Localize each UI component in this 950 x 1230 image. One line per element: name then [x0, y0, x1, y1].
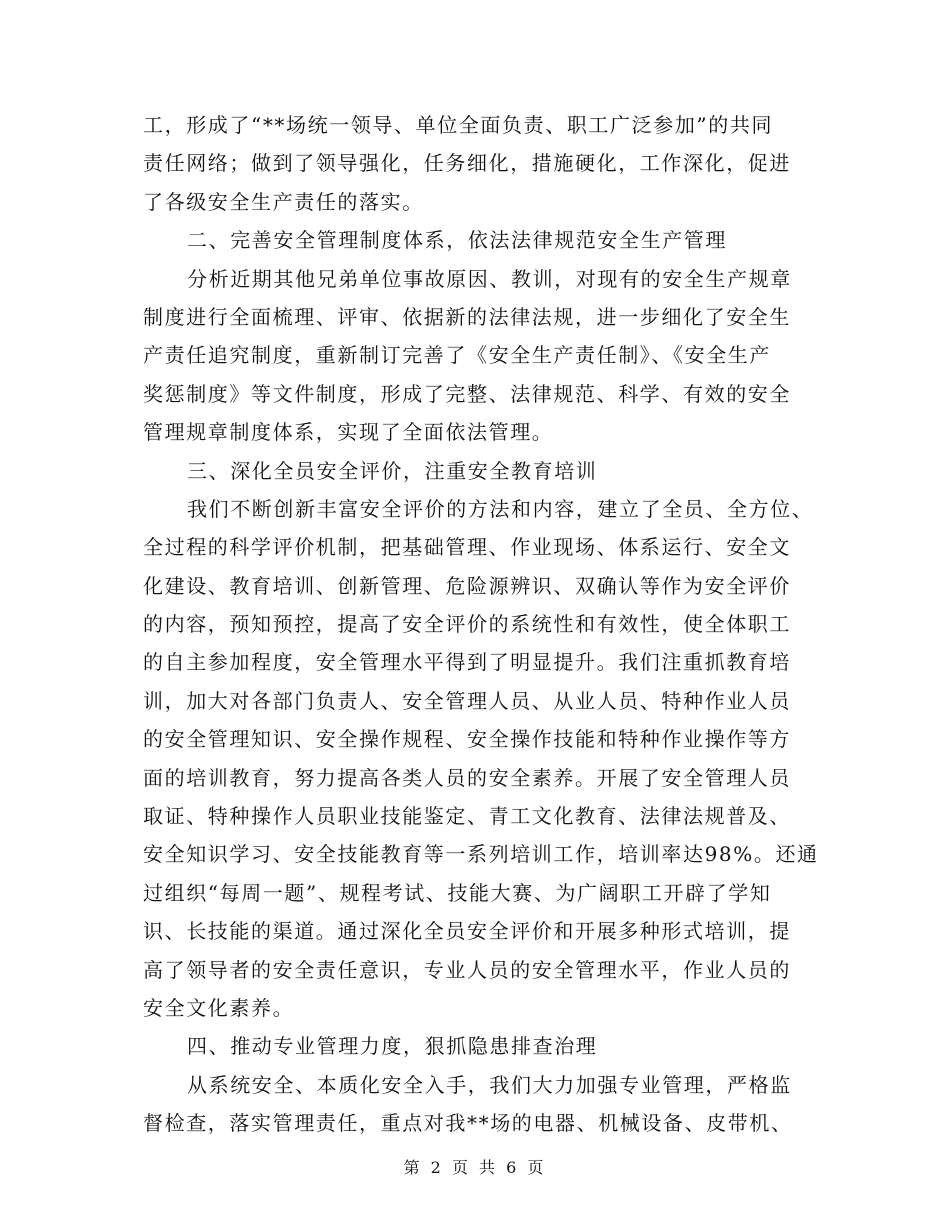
- text-line: 奖惩制度》等文件制度，形成了完整、法律规范、科学、有效的安全: [143, 381, 791, 406]
- text-line: 工，形成了“**场统一领导、单位全面负责、职工广泛参加”的共同: [143, 113, 774, 137]
- document-body: [143, 106, 819, 1143]
- text-line: 高了领导者的安全责任意识，专业人员的安全管理水平，作业人员的: [143, 957, 791, 982]
- text-line: 了各级安全生产责任的落实。: [143, 189, 424, 214]
- text-line: 安全知识学习、安全技能教育等一系列培训工作，培训率达98%。还通: [143, 842, 819, 867]
- section-heading: 三、深化全员安全评价，注重安全教育培训: [187, 458, 598, 483]
- text-line: 产责任追究制度，重新制订完善了《安全生产责任制》、《安全生产: [143, 343, 771, 368]
- text-line: 安全文化素养。: [143, 995, 295, 1020]
- text-line: 的内容，预知预控，提高了安全评价的系统性和有效性，使全体职工: [143, 612, 791, 637]
- text-line: 制度进行全面梳理、评审、依据新的法律法规，进一步细化了安全生: [143, 304, 791, 329]
- page-number-footer: 第 2 页 共 6 页: [403, 1158, 547, 1177]
- text-line: 的自主参加程度，安全管理水平得到了明显提升。我们注重抓教育培: [143, 650, 791, 675]
- text-line: 取证、特种操作人员职业技能鉴定、青工文化教育、法律法规普及、: [143, 804, 791, 829]
- text-line: 全过程的科学评价机制，把基础管理、作业现场、体系运行、安全文: [143, 535, 791, 560]
- text-line: 我们不断创新丰富安全评价的方法和内容，建立了全员、全方位、: [187, 496, 814, 521]
- text-line: 从系统安全、本质化安全入手，我们大力加强专业管理，严格监: [187, 1072, 792, 1097]
- section-heading: 二、完善安全管理制度体系，依法法律规范安全生产管理: [187, 228, 727, 253]
- text-line: 的安全管理知识、安全操作规程、安全操作技能和特种作业操作等方: [143, 727, 791, 752]
- text-line: 责任网络；做到了领导强化，任务细化，措施硬化，工作深化，促进: [143, 151, 791, 176]
- text-line: 面的培训教育，努力提高各类人员的安全素养。开展了安全管理人员: [143, 765, 791, 790]
- text-line: 化建设、教育培训、创新管理、危险源辨识、双确认等作为安全评价: [143, 573, 791, 598]
- text-line: 管理规章制度体系，实现了全面依法管理。: [143, 420, 554, 445]
- text-line: 督检查，落实管理责任，重点对我**场的电器、机械设备、皮带机、: [143, 1111, 793, 1136]
- text-line: 分析近期其他兄弟单位事故原因、教训，对现有的安全生产规章: [187, 266, 792, 291]
- text-line: 识、长技能的渠道。通过深化全员安全评价和开展多种形式培训，提: [143, 919, 791, 944]
- section-heading: 四、推动专业管理力度，狠抓隐患排查治理: [187, 1034, 598, 1059]
- text-line: 过组织“每周一题”、规程考试、技能大赛、为广阔职工开辟了学知: [143, 880, 772, 905]
- text-line: 训，加大对各部门负责人、安全管理人员、从业人员、特种作业人员: [143, 688, 791, 713]
